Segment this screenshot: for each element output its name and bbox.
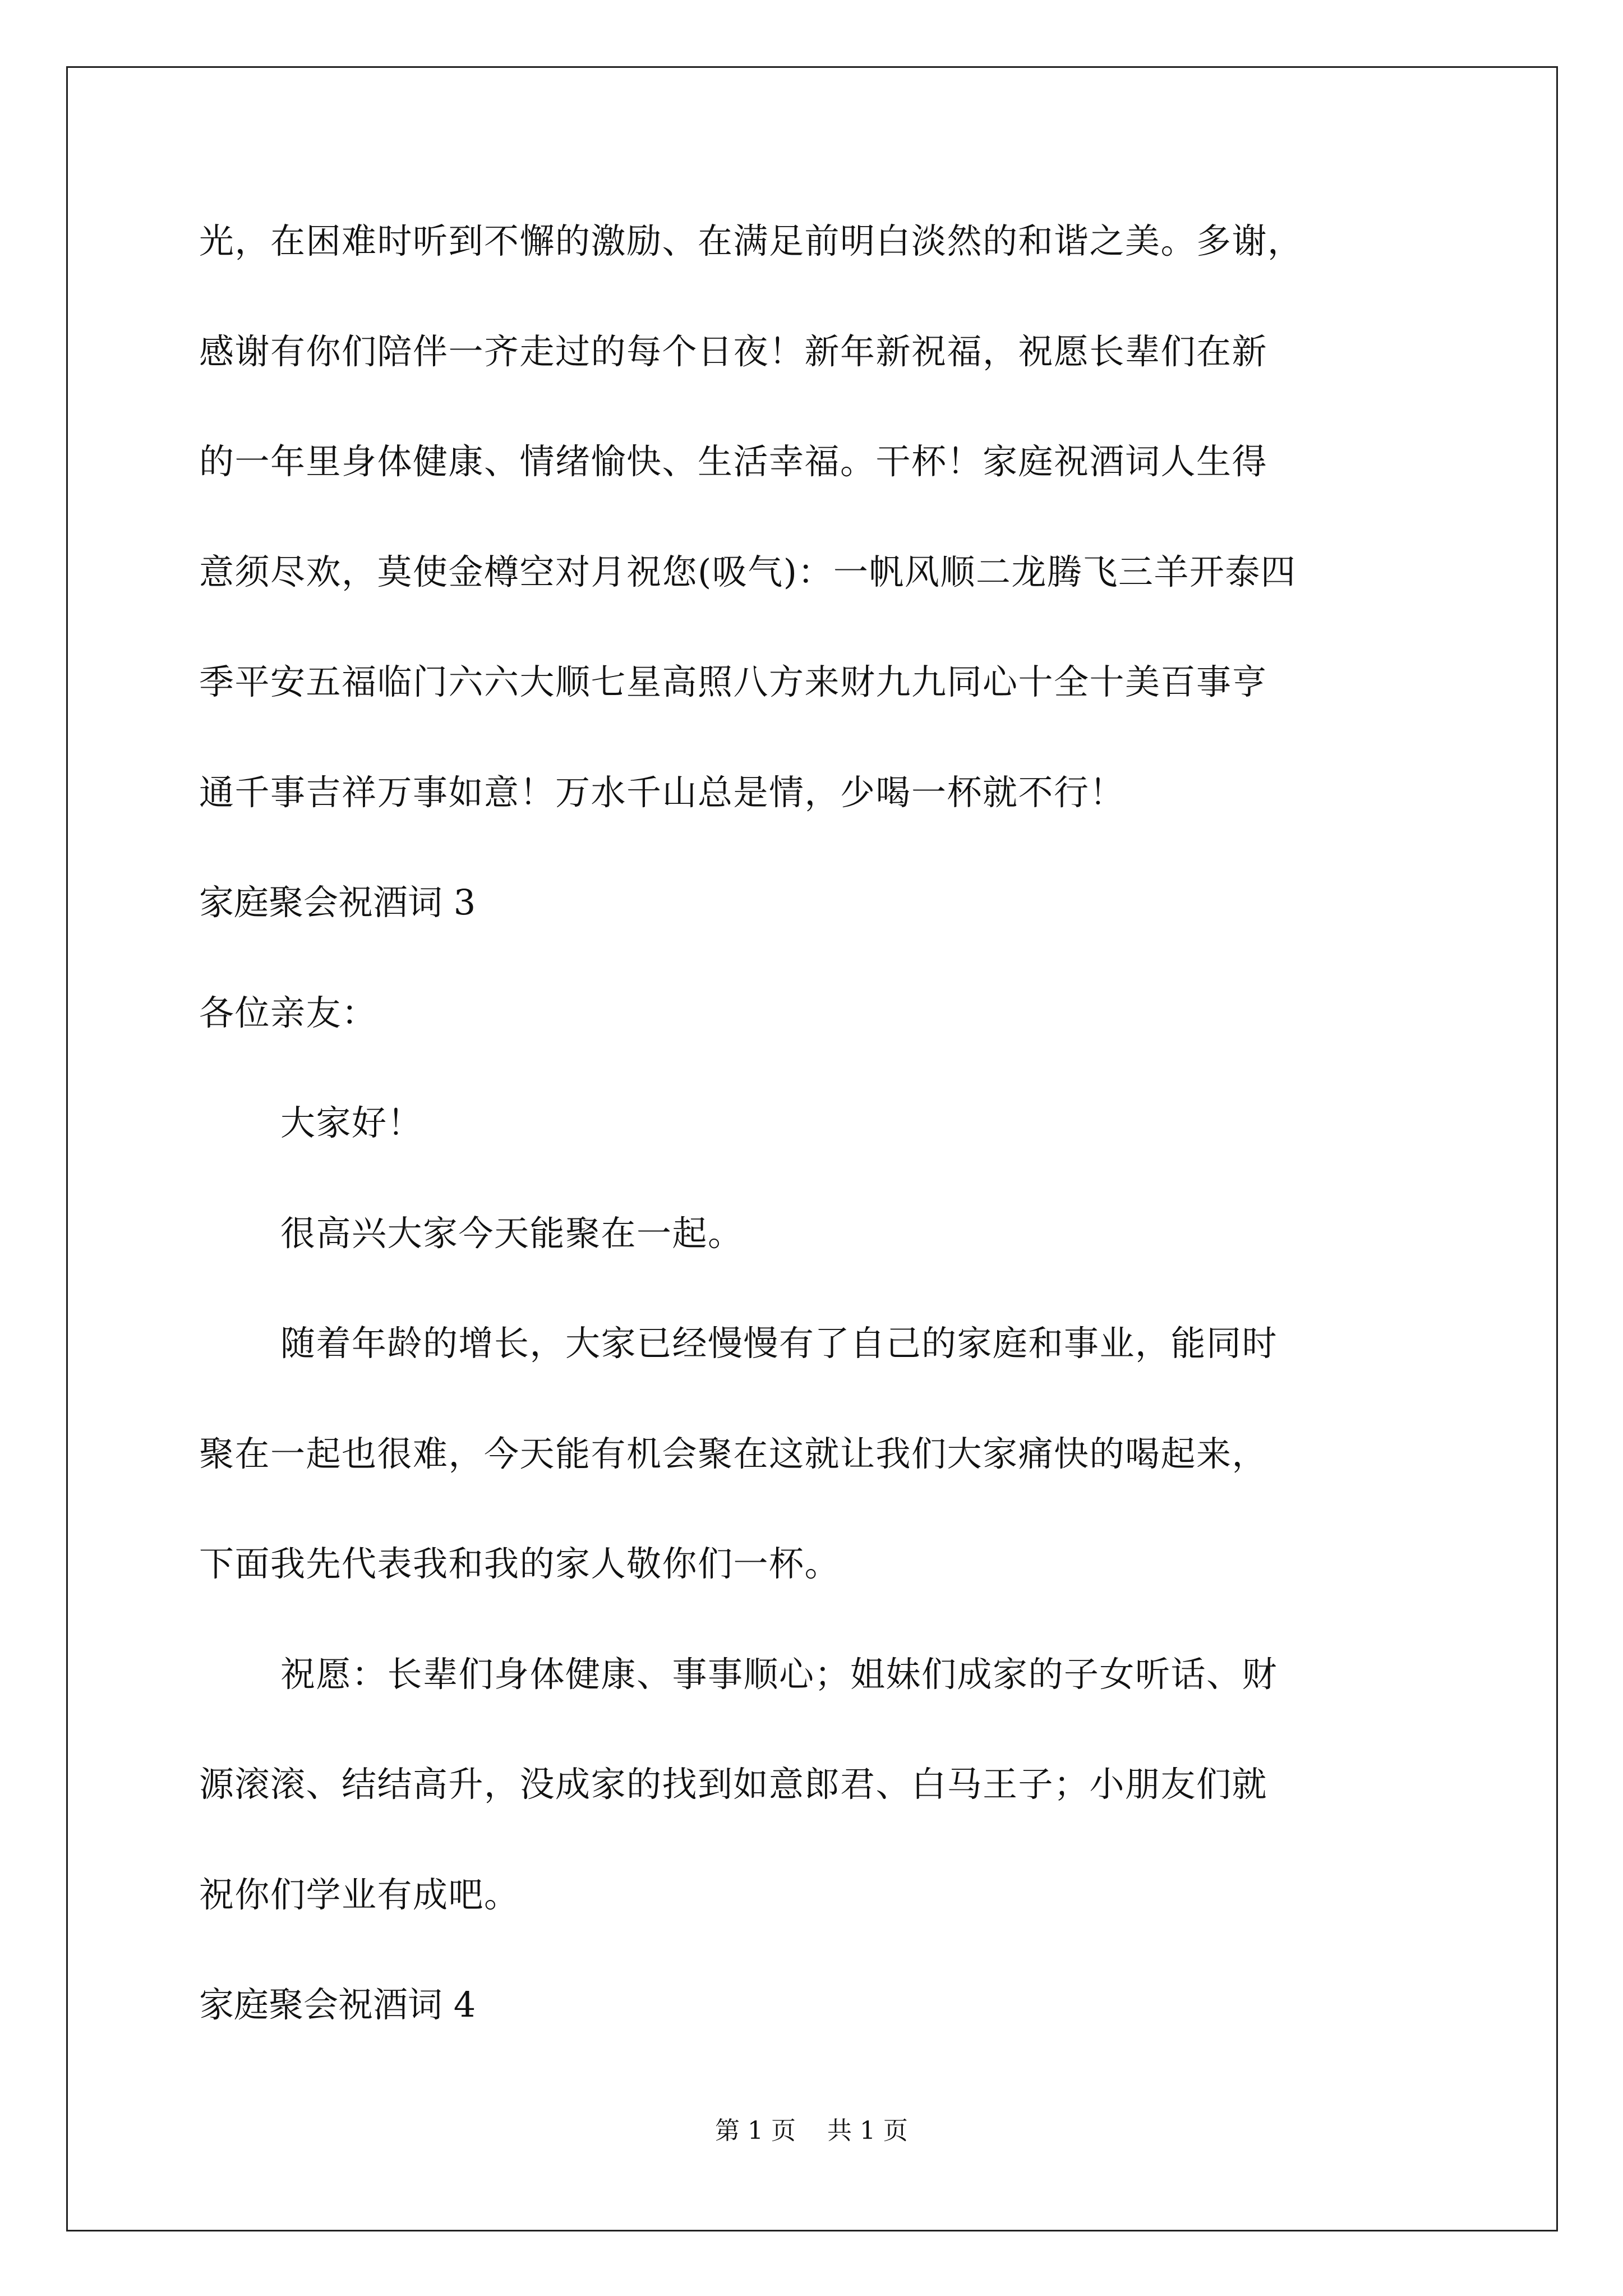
body-line: 的一年里身体健康、情绪愉快、生活幸福。干杯！家庭祝酒词人生得 (199, 441, 1268, 482)
body-line: 季平安五福临门六六大顺七星高照八方来财九九同心十全十美百事亨 (199, 661, 1268, 702)
paragraph-line: 下面我先代表我和我的家人敬你们一杯。 (199, 1543, 841, 1584)
page-number-footer: 第 1 页 共 1 页 (715, 2116, 908, 2145)
paragraph-line: 随着年龄的增长，大家已经慢慢有了自己的家庭和事业，能同时 (280, 1323, 1278, 1364)
document-body (199, 213, 1478, 2087)
paragraph-line: 聚在一起也很难，今天能有机会聚在这就让我们大家痛快的喝起来， (199, 1433, 1268, 1474)
paragraph-line: 祝愿：长辈们身体健康、事事顺心；姐妹们成家的子女听话、财 (280, 1653, 1278, 1695)
greeting: 大家好！ (280, 1102, 423, 1143)
body-line: 通千事吉祥万事如意！万水千山总是情，少喝一杯就不行！ (199, 771, 1126, 813)
section-heading-4: 家庭聚会祝酒词 4 (199, 1984, 476, 2025)
paragraph-line: 源滚滚、结结高升，没成家的找到如意郎君、白马王子；小朋友们就 (199, 1764, 1268, 1805)
paragraph-line: 很高兴大家今天能聚在一起。 (280, 1212, 744, 1254)
salutation: 各位亲友： (199, 992, 377, 1033)
body-line: 感谢有你们陪伴一齐走过的每个日夜！新年新祝福，祝愿长辈们在新 (199, 330, 1268, 372)
body-line: 光，在困难时听到不懈的激励、在满足前明白淡然的和谐之美。多谢， (199, 220, 1303, 261)
paragraph-line: 祝你们学业有成吧。 (199, 1874, 520, 1915)
section-heading-3: 家庭聚会祝酒词 3 (199, 882, 476, 923)
body-line: 意须尽欢，莫使金樽空对月祝您(吸气)：一帆风顺二龙腾飞三羊开泰四 (199, 551, 1297, 592)
